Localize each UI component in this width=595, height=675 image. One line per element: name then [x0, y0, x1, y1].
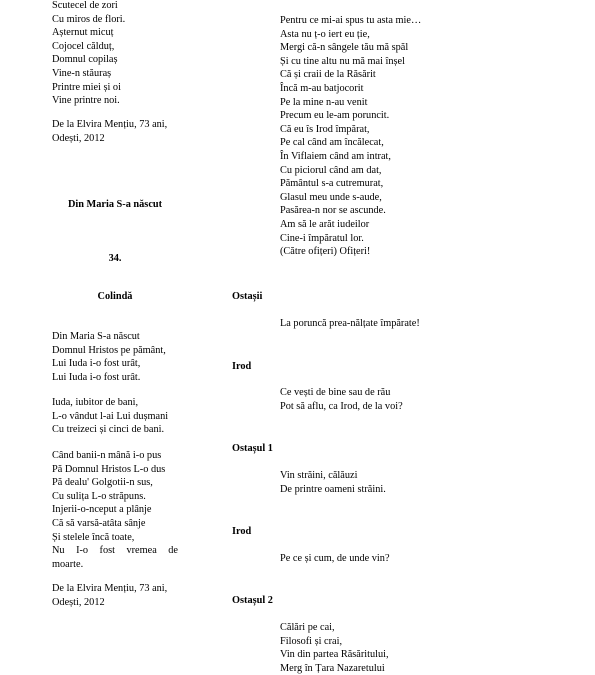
verse-line: Așternut micuț — [52, 27, 114, 39]
verse-line: Merg în Țara Nazaretului — [280, 662, 385, 674]
song-title: Din Maria S-a născut — [67, 199, 163, 210]
verse-line: Vine-n stăuraș — [52, 67, 112, 79]
verse-line: Precum eu le-am poruncit. — [280, 110, 390, 122]
verse-line: Filosofi și crai, — [280, 635, 343, 647]
verse-line: Încă m-au batjocorit — [280, 82, 364, 94]
speaker-label: Ostașul 1 — [232, 443, 273, 454]
verse-line: Pe ce și cum, de unde vin? — [280, 553, 390, 564]
credit-line: Odești, 2012 — [52, 596, 105, 608]
verse-line: De printre oameni străini. — [280, 483, 386, 495]
source-credit — [52, 118, 167, 145]
verse-line: Și cu tine altu nu mă mai înșel — [280, 55, 405, 67]
verse-line: Domnul Hristos pe pământ, — [52, 344, 166, 356]
verse-line: Că să varsă-atâta sânje — [52, 517, 146, 529]
dialogue-line — [280, 552, 390, 566]
verse-line: Că și craii de la Răsărit — [280, 69, 376, 81]
verse-line: Asta nu ț-o iert eu ție, — [280, 28, 370, 40]
verse-line: Vine printre noi. — [52, 95, 120, 107]
speaker-label: Irod — [232, 526, 252, 537]
verse-line: Pentru ce mi-ai spus tu asta mie… — [280, 15, 422, 26]
verse-line: Pasărea-n nor se ascunde. — [280, 205, 386, 217]
verse-line: La poruncă prea-nălțate împărate! — [280, 318, 420, 329]
verse-line: Vin din partea Răsăritului, — [280, 649, 389, 661]
verse-line: Cine-i împăratul lor. — [280, 232, 364, 244]
dialogue-line — [280, 317, 420, 331]
verse-line: În Viflaiem când am intrat, — [280, 150, 391, 162]
stanza-1 — [52, 330, 166, 384]
verse-line: Pe cal când am încălecat, — [280, 137, 384, 149]
verse-word: vremea — [126, 545, 157, 557]
verse-word: Nu — [52, 545, 65, 557]
verse-line: (Către ofițeri) Ofițeri! — [280, 246, 371, 258]
verse-line: Injerii-o-nceput a plânje — [52, 504, 152, 516]
verse-line: Călări pe cai, — [280, 622, 335, 633]
verse-line: Am să le arăt iudeilor — [280, 218, 370, 230]
dialogue-line — [280, 469, 386, 496]
verse-line: Cu sulița L-o străpuns. — [52, 490, 146, 502]
verse-line: Domnul copilaș — [52, 54, 118, 66]
verse-line: Din Maria S-a născut — [52, 331, 140, 342]
speaker-label: Ostașul 2 — [232, 595, 273, 606]
verse-line: Pământul s-a cutremurat, — [280, 178, 384, 190]
verse-line: Pă dealu' Golgotii-n sus, — [52, 477, 153, 489]
stanza-2 — [52, 396, 168, 437]
verse-line: Cu miros de flori. — [52, 13, 126, 25]
verse-line: Vin străini, călăuzi — [280, 470, 358, 481]
verse-line: Iuda, iubitor de bani, — [52, 397, 139, 408]
verse-word: fost — [99, 545, 115, 557]
dialogue-line — [280, 621, 389, 675]
verse-line: Lui Iuda i-o fost urât. — [52, 371, 141, 383]
credit-line: De la Elvira Mențiu, 73 ani, — [52, 583, 168, 594]
verse-line: L-o vândut l-ai Lui dușmani — [52, 410, 169, 422]
song-number: 34. — [108, 253, 122, 264]
credit-line: Odești, 2012 — [52, 132, 105, 144]
source-credit — [52, 582, 167, 609]
stanza-3 — [52, 449, 178, 571]
song-subtitle: Colindă — [97, 291, 133, 302]
dialogue-line — [280, 386, 403, 413]
verse-line: Că eu îs Irod împărat, — [280, 123, 370, 135]
verse-line: Pă Domnul Hristos L-o dus — [52, 463, 166, 475]
verse-line: Pe la mine n-au venit — [280, 96, 368, 108]
verse-line: Cu piciorul când am dat, — [280, 164, 382, 176]
verse-line: Lui Iuda i-o fost urât, — [52, 358, 141, 370]
stanza-top — [52, 0, 125, 108]
justified-verse-line — [52, 544, 178, 558]
verse-line: Scutecel de zori — [52, 0, 118, 11]
credit-line: De la Elvira Mențiu, 73 ani, — [52, 119, 168, 130]
verse-line: Ce vești de bine sau de rău — [280, 387, 391, 398]
verse-line: moarte. — [52, 558, 84, 570]
verse-word: de — [168, 545, 178, 557]
speaker-label: Ostașii — [232, 291, 263, 302]
verse-line: Pot să aflu, ca Irod, de la voi? — [280, 400, 403, 412]
verse-line: Când banii-n mână i-o pus — [52, 450, 162, 461]
verse-line: Cu treizeci și cinci de bani. — [52, 424, 165, 436]
herod-speech — [280, 14, 421, 259]
verse-word: I-o — [76, 545, 89, 557]
verse-line: Și stelele încă toate, — [52, 531, 135, 543]
verse-line: Glasul meu unde s-aude, — [280, 191, 382, 203]
verse-line: Mergi că-n sângele tău mă spăl — [280, 42, 409, 54]
verse-line: Printre miei și oi — [52, 81, 121, 93]
speaker-label: Irod — [232, 361, 252, 372]
verse-line: Cojocel călduț, — [52, 40, 115, 52]
